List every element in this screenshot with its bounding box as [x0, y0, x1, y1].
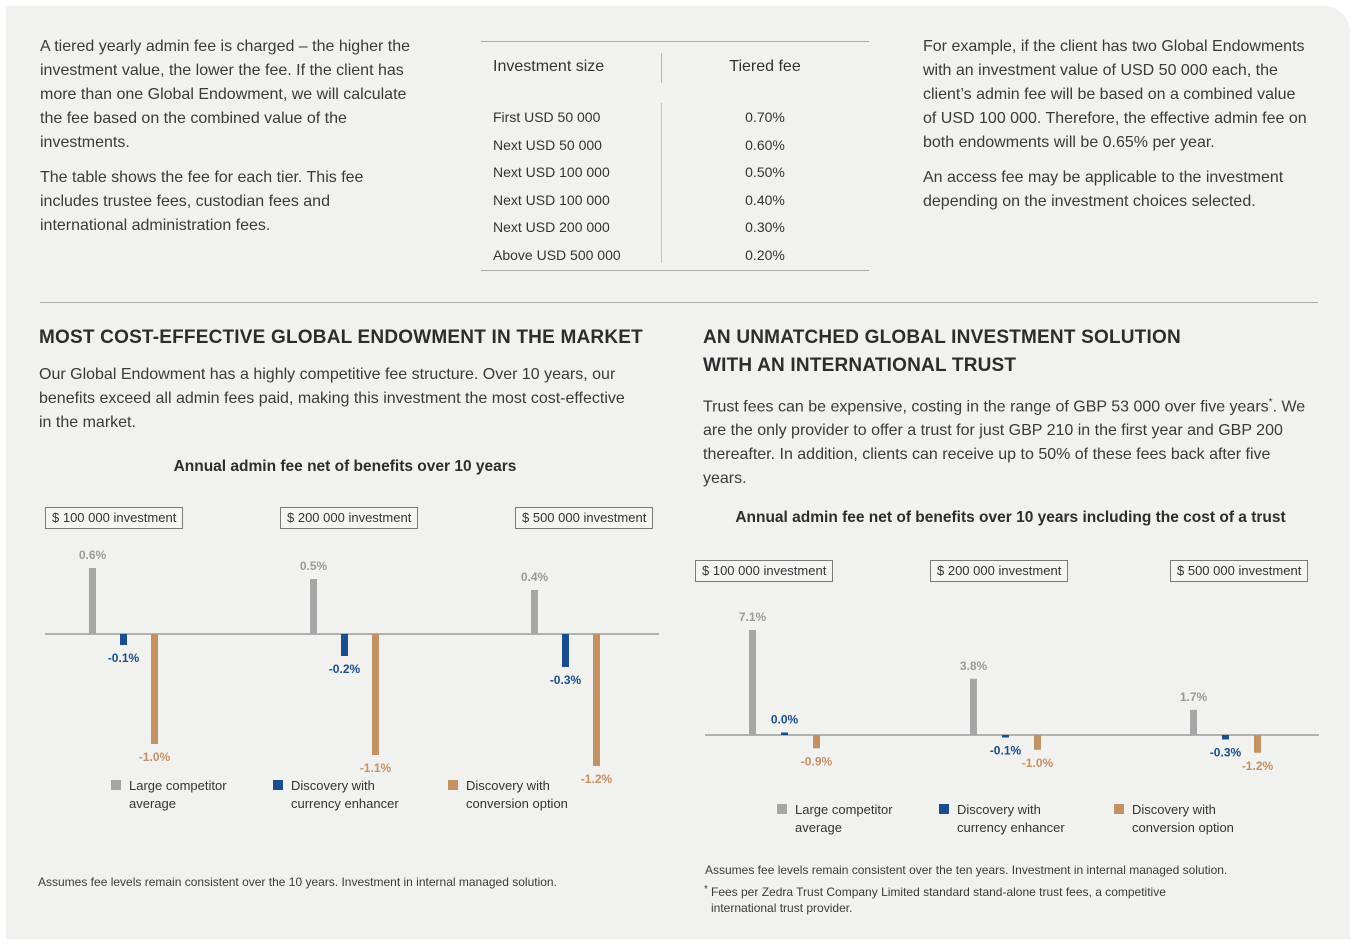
bar-value-label: 3.8%: [959, 658, 988, 673]
group-label: $ 100 000 investment: [695, 560, 833, 582]
fee-table-row: [481, 137, 869, 159]
right-body-sup: *: [1268, 397, 1273, 408]
bar: [781, 733, 788, 736]
fee-table-cell-fee: 0.20%: [745, 247, 785, 263]
group-label: $ 500 000 investment: [515, 507, 653, 529]
fee-table-cell-fee: 0.70%: [745, 109, 785, 125]
right-footnote2-mark: *: [704, 884, 708, 895]
bar-value-label: -0.3%: [549, 673, 582, 687]
legend-swatch: [1114, 804, 1124, 814]
bar: [562, 634, 569, 667]
left-chart-title: Annual admin fee net of benefits over 10 years: [173, 458, 517, 475]
right-chart-title: Annual admin fee net of benefits over 10 years including the cost of a trust: [735, 509, 1286, 526]
legend-label: Large competitor average: [129, 778, 227, 811]
right-heading: [703, 324, 1323, 380]
bar: [813, 735, 820, 748]
left-body: Our Global Endowment has a highly competitive fee structure. Over 10 years, our benefits exceed all admin fees paid, making this investment the most cost-effective in the market.: [39, 366, 625, 431]
intro-right: [923, 35, 1313, 214]
legend-swatch: [111, 780, 121, 790]
bar: [1222, 735, 1229, 739]
legend-label: Large competitor average: [795, 802, 893, 835]
fee-table-cell-size: First USD 50 000: [493, 109, 601, 125]
legend-label: Discovery with currency enhancer: [957, 802, 1065, 835]
legend-swatch: [939, 804, 949, 814]
right-body: [703, 391, 1318, 491]
legend-item: [777, 801, 893, 837]
fee-table-row: [481, 219, 869, 241]
group-label: $ 100 000 investment: [45, 507, 183, 529]
bar-value-label: -0.1%: [107, 651, 140, 665]
bar: [372, 634, 379, 755]
right-footnote1: Assumes fee levels remain consistent over the ten years. Investment in internal managed solution.: [705, 863, 1228, 877]
fee-table-cell-fee: 0.50%: [745, 164, 785, 181]
legend-item: [1114, 801, 1234, 837]
bar: [1190, 710, 1197, 735]
fee-table-row: [481, 164, 869, 186]
section-divider: [40, 302, 1318, 303]
fee-table-row: [481, 109, 869, 131]
bar: [341, 634, 348, 656]
bar-value-label: 7.1%: [738, 609, 767, 624]
right-body-part1: Trust fees can be expensive, costing in the range of GBP 53 000 over five years: [703, 398, 1269, 416]
bar: [593, 634, 600, 766]
right-body-part2: . We are the only provider to offer a trust for just GBP 210 in the first year and GBP 200 thereafter. In addition, clients can receive up to 50% of these fees back after five years.: [703, 398, 1306, 488]
intro-left-para2: The table shows the fee for each tier. This fee includes trustee fees, custodian fees and international administration fees.: [40, 169, 364, 234]
bar: [1254, 735, 1261, 753]
right-heading-line2: WITH AN INTERNATIONAL TRUST: [703, 355, 1017, 376]
bar-value-label: -1.0%: [138, 750, 171, 764]
legend-label: Discovery with conversion option: [1132, 802, 1234, 835]
bar: [151, 634, 158, 744]
legend-item: [448, 777, 568, 813]
bar-value-label: -1.2%: [580, 772, 613, 786]
fee-table-cell-fee: 0.60%: [745, 136, 785, 153]
legend-item: [939, 801, 1065, 837]
bar-value-label: 0.5%: [299, 559, 328, 573]
left-footnote: Assumes fee levels remain consistent over the 10 years. Investment in internal managed solution.: [38, 875, 557, 889]
bar-value-label: -0.3%: [1209, 745, 1242, 760]
bar: [310, 579, 317, 634]
bar-value-label: -0.1%: [989, 743, 1022, 758]
intro-right-para2: An access fee may be applicable to the investment depending on the investment choices selected.: [923, 169, 1284, 210]
legend-swatch: [448, 780, 458, 790]
bar: [1034, 735, 1041, 750]
fee-table-cell-size: Next USD 50 000: [493, 136, 602, 153]
fee-table-cell-size: Next USD 100 000: [493, 191, 610, 208]
fee-table-cell-size: Above USD 500 000: [493, 247, 621, 263]
fee-table-cell-size: Next USD 200 000: [493, 219, 610, 236]
right-footnote2: [704, 884, 1224, 916]
fee-table-row: [481, 192, 869, 214]
fee-table-cell-fee: 0.30%: [745, 219, 785, 236]
bar: [531, 590, 538, 634]
bar-value-label: -0.2%: [328, 662, 361, 676]
bar-value-label: -1.1%: [359, 761, 392, 775]
intro-left: [40, 35, 420, 238]
bar: [120, 634, 127, 645]
bar-value-label: -0.9%: [800, 754, 833, 769]
intro-right-para1: For example, if the client has two Global Endowments with an investment value of USD 50 000 each, the client’s admin fee will be based on a combined value of USD 100 000. Therefore, the effective admin fee on both endowments will be 0.65% per year.: [923, 38, 1307, 151]
fee-header-tier: Tiered fee: [729, 58, 801, 75]
left-heading: MOST COST-EFFECTIVE GLOBAL ENDOWMENT IN THE MARKET: [39, 327, 643, 348]
bar-value-label: 0.6%: [78, 548, 107, 562]
bar-value-label: 0.0%: [770, 712, 799, 727]
left-chart: [0, 500, 680, 800]
fee-table-cell-fee: 0.40%: [745, 191, 785, 208]
legend-label: Discovery with currency enhancer: [291, 778, 399, 811]
right-chart: [680, 550, 1350, 795]
legend-item: [273, 777, 399, 813]
fee-header-size: Investment size: [493, 58, 605, 75]
bar: [749, 630, 756, 735]
group-label: $ 200 000 investment: [930, 560, 1068, 582]
bar: [970, 679, 977, 735]
right-footnote2-text: Fees per Zedra Trust Company Limited standard stand-alone trust fees, a competitive international trust provider.: [711, 885, 1166, 915]
bar-value-label: 0.4%: [520, 570, 549, 584]
group-label: $ 500 000 investment: [1170, 560, 1308, 582]
legend-item: [111, 777, 227, 813]
fee-table-header: [481, 53, 869, 85]
bar-value-label: 1.7%: [1179, 689, 1208, 704]
bar: [89, 568, 96, 634]
fee-table-row: [481, 247, 869, 269]
right-heading-line1: AN UNMATCHED GLOBAL INVESTMENT SOLUTION: [703, 327, 1181, 348]
bar-value-label: -1.2%: [1241, 758, 1274, 773]
fee-table-cell-size: Next USD 100 000: [493, 164, 610, 181]
group-label: $ 200 000 investment: [280, 507, 418, 529]
legend-swatch: [777, 804, 787, 814]
bar: [1002, 735, 1009, 738]
legend-label: Discovery with conversion option: [466, 778, 568, 811]
bar-value-label: -1.0%: [1021, 755, 1054, 770]
intro-left-para1: A tiered yearly admin fee is charged – the higher the investment value, the lower the fee. If the client has more than one Global Endowment, we will calculate the fee based on the combined value of the investments.: [40, 38, 410, 151]
legend-swatch: [273, 780, 283, 790]
